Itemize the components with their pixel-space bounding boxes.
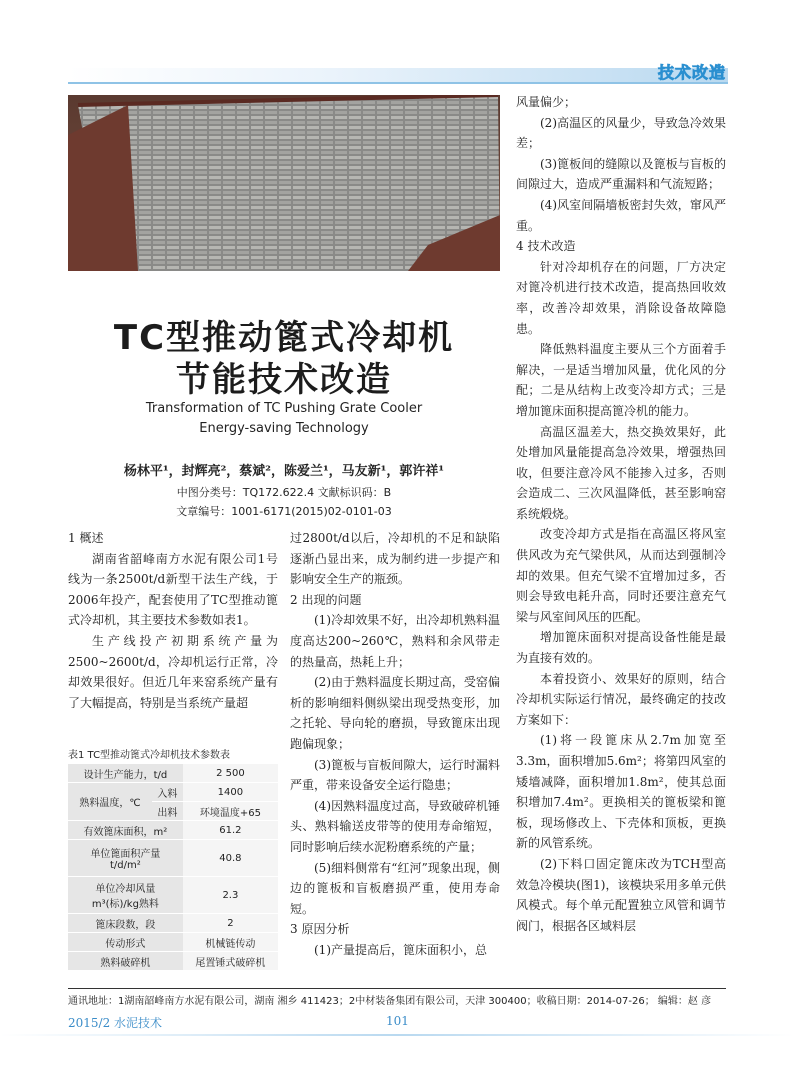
section-heading: 1 概述 <box>68 531 104 545</box>
table-label: 熟料温度，℃ <box>68 783 152 821</box>
journal-issue: 2015/2 水泥技术 <box>68 1016 163 1030</box>
english-title-line2: Energy-saving Technology <box>199 421 369 436</box>
article-title-line1: TC型推动篦式冷却机 <box>113 318 455 358</box>
paragraph: 风量偏少； <box>516 95 577 109</box>
article-number: 文章编号：1001-6171(2015)02-0101-03 <box>176 505 392 518</box>
paragraph: 湖南省韶峰南方水泥有限公司1号线为一条2500t/d新型干法生产线，于2006年投产，配套使用了TC型推动篦式冷却机，其主要技术参数如表1。 <box>68 551 278 628</box>
paragraph: (4)因熟料温度过高，导致破碎机锤头、熟料输送皮带等的使用寿命缩短，同时影响后续水泥粉磨系统的产量； <box>290 798 500 854</box>
table-value: 40.8 <box>183 840 278 877</box>
classification-number: 中图分类号：TQ172.622.4 文献标识码：B <box>176 486 392 499</box>
spec-table <box>68 764 278 971</box>
table-value: 机械链传动 <box>183 933 278 952</box>
table-row <box>68 933 278 952</box>
table-value: 1400 <box>183 783 278 802</box>
table-sublabel: 出料 <box>152 802 183 821</box>
table-row <box>68 914 278 933</box>
english-title-line1: Transformation of TC Pushing Grate Cooler <box>145 401 423 416</box>
table-row <box>68 783 278 802</box>
paragraph: 降低熟料温度主要从三个方面着手解决，一是适当增加风量，优化风的分配；二是从结构上改变冷却方式；三是增加篦床面积提高篦冷机的能力。 <box>516 342 726 418</box>
paragraph: 过2800t/d以后，冷却机的不足和缺陷逐渐凸显出来，成为制约进一步提产和影响安全生产的瓶颈。 <box>290 531 500 587</box>
table-caption: 表1 TC型推动篦式冷却机技术参数表 <box>68 750 231 761</box>
table-value: 环境温度+65 <box>183 802 278 821</box>
section-heading: 4 技术改造 <box>516 239 576 254</box>
paragraph: 本着投资小、效果好的原则，结合冷却机实际运行情况，最终确定的技改方案如下： <box>516 671 726 727</box>
footer-band <box>0 1034 794 1036</box>
section-heading: 2 出现的问题 <box>290 592 362 607</box>
table-label: 传动形式 <box>68 933 183 952</box>
paragraph: (2)由于熟料温度长期过高，受窑偏析的影响细料侧纵梁出现受热变形，加之托轮、导向轮的磨损，导致篦床出现跑偏现象； <box>290 675 500 751</box>
table-row <box>68 840 278 877</box>
grate-cooler-illustration <box>68 95 500 271</box>
table-value: 2 <box>183 914 278 933</box>
table-label <box>68 877 183 914</box>
paragraph: 改变冷却方式是指在高温区将风室供风改为充气梁供风，从而达到强制冷却的效果。但充气梁不宜增加过多，否则会导致电耗升高，同时还要注意充气梁与风室间风压的匹配。 <box>516 527 726 624</box>
column-1 <box>68 528 278 713</box>
table-sublabel: 入料 <box>152 783 183 802</box>
page-number: 101 <box>386 1014 409 1028</box>
paragraph: 针对冷却机存在的问题，厂方决定对篦冷机进行技术改造，提高热回收效率，改善冷却效果，消除设备故障隐患。 <box>516 259 726 336</box>
section-heading: 3 原因分析 <box>290 922 350 937</box>
footnote-rule <box>68 988 726 989</box>
paragraph: (3)篦板间的缝隙以及篦板与盲板的间隙过大，造成严重漏料和气流短路； <box>516 156 726 192</box>
table-label: 篦床段数，段 <box>68 914 183 933</box>
table-label <box>68 840 183 877</box>
table-value: 61.2 <box>183 821 278 840</box>
paragraph: (3)篦板与盲板间隙大，运行时漏料严重，带来设备安全运行隐患； <box>290 757 500 793</box>
paragraph: 高温区温差大，热交换效果好，此处增加风量能提高急冷效果，增强热回收，但要注意冷风不能掺入过多，否则会造成二、三次风温降低，甚至影响窑系统煅烧。 <box>516 424 726 521</box>
grate-cooler-photo <box>68 95 500 271</box>
paragraph: 增加篦床面积对提高设备性能是最为直接有效的。 <box>516 630 726 666</box>
paragraph: (1)产量提高后，篦床面积小，总 <box>314 942 487 957</box>
table-row <box>68 821 278 840</box>
article-title-line2: 节能技术改造 <box>176 360 392 400</box>
paragraph: (2)高温区的风量少，导致急冷效果差； <box>516 115 726 151</box>
table-label-line1: 单位冷却风量 <box>95 884 156 895</box>
table-label-line2: m³(标)/kg熟料 <box>91 899 159 910</box>
table-label: 熟料破碎机 <box>68 952 183 971</box>
paragraph: (5)细料侧常有“红河”现象出现，侧边的篦板和盲板磨损严重，使用寿命短。 <box>290 860 500 916</box>
table-row <box>68 764 278 783</box>
paragraph: (4)风室间隔墙板密封失效，窜风严重。 <box>516 197 726 233</box>
authors: 杨林平¹，封辉亮²，蔡斌²，陈爱兰¹，马友新¹，郭许祥¹ <box>123 464 445 479</box>
column-2 <box>290 528 500 960</box>
paragraph: 生产线投产初期系统产量为2500~2600t/d，冷却机运行正常，冷却效果很好。但近几年来窑系统产量有了大幅提高，特别是当系统产量超 <box>68 633 278 710</box>
paragraph: (1)将一段篦床从2.7m加宽至3.3m，面积增加5.6m²；将第四风室的矮墙减降，面积增加1.8m²，使其总面积增加7.4m²。更换相关的篦板梁和篦板，现场修改上、下壳体和顶板，更换新的风管系统。 <box>516 733 726 851</box>
table-label: 有效篦床面积，m² <box>68 821 183 840</box>
paragraph: (2)下料口固定篦床改为TCH型高效急冷模块(图1)，该模块采用多单元供风模式。每个单元配置独立风管和调节阀门，根据各区域料层 <box>516 856 726 933</box>
table-row <box>68 877 278 914</box>
footnote: 通讯地址：1湖南韶峰南方水泥有限公司，湖南 湘乡 411423；2中材装备集团有限公司，天津 300400；收稿日期：2014-07-26； 编辑：赵 彦 <box>68 996 712 1007</box>
table-row <box>68 952 278 971</box>
table-label-line1: 单位篦面积产量 <box>90 849 161 860</box>
table-label-line2: t/d/m² <box>110 860 141 871</box>
table-value: 2.3 <box>183 877 278 914</box>
section-tag: 技术改造 <box>657 63 726 82</box>
paragraph: (1)冷却效果不好，出冷却机熟料温度高达200~260℃，熟料和余风带走的热量高，热耗上升； <box>290 613 500 669</box>
column-3 <box>516 92 726 936</box>
table-label: 设计生产能力，t/d <box>68 764 183 783</box>
table-value: 尾置锤式破碎机 <box>183 952 278 971</box>
table-value: 2 500 <box>183 764 278 783</box>
